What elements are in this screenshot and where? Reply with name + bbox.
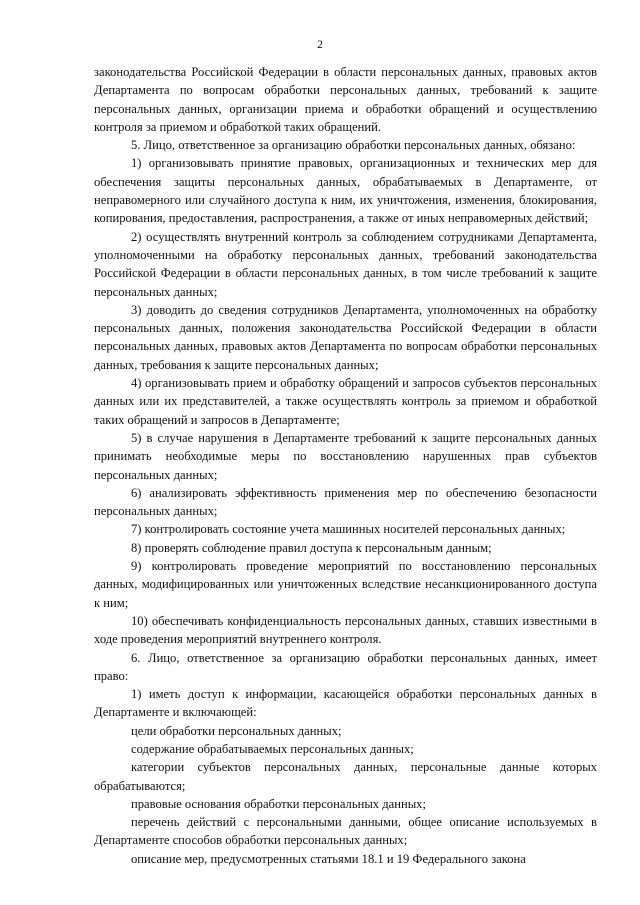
paragraph: 9) контролировать проведение мероприятий по восстановлению персональных данных, модифицированных или уничтоженных вследствие несанкционированного доступа к ним; (94, 559, 597, 610)
paragraph: содержание обрабатываемых персональных данных; (131, 741, 414, 756)
paragraph: 2) осуществлять внутренний контроль за соблюдением сотрудниками Департамента, уполномоченными на обработку персональных данных, требований законодательства Российской Федерации в области персональных данных, в том числе требований к защите персональных данных; (94, 229, 597, 299)
paragraph: 5) в случае нарушения в Департаменте требований к защите персональных данных принимать необходимые меры по восстановлению нарушенных прав субъектов персональных данных; (94, 430, 597, 482)
paragraph: 4) организовывать прием и обработку обращений и запросов субъектов персональных данных или их представителей, а также осуществлять контроль за приемом и обработкой таких обращений и запросов в Департаменте; (94, 376, 597, 427)
document-body (94, 63, 597, 868)
paragraph: 8) проверять соблюдение правил доступа к персональным данным; (131, 540, 492, 555)
paragraph: описание мер, предусмотренных статьями 18.1 и 19 Федерального закона (131, 851, 526, 866)
paragraph: 7) контролировать состояние учета машинных носителей персональных данных; (131, 522, 566, 537)
paragraph: цели обработки персональных данных; (131, 723, 342, 738)
paragraph: категории субъектов персональных данных, персональные данные которых обрабатываются; (94, 760, 597, 793)
paragraph: 5. Лицо, ответственное за организацию обработки персональных данных, обязано: (131, 138, 576, 153)
page-number: 2 (317, 39, 323, 51)
paragraph: 3) доводить до сведения сотрудников Департамента, уполномоченных на обработку персональных данных, положения законодательства Российской Федерации в области персональных данных, правовых актов Департамента по вопросам обработки персональных данных, требования к защите персональных данных; (94, 302, 597, 372)
paragraph: 1) иметь доступ к информации, касающейся обработки персональных данных в Департаменте и включающей: (94, 687, 597, 720)
paragraph: законодательства Российской Федерации в области персональных данных, правовых актов Департамента по вопросам обработки персональных данных, требований к защите персональных данных, организации приема и обработки обращений и осуществлению контроля за приемом и обработкой таких обращений. (94, 65, 597, 134)
paragraph: правовые основания обработки персональных данных; (131, 796, 426, 811)
paragraph: 1) организовывать принятие правовых, организационных и технических мер для обеспечения защиты персональных данных, обрабатываемых в Департаменте, от неправомерного или случайного доступа к ним, их уничтожения, изменения, блокирования, копирования, предоставления, распространения, а также от иных неправомерных действий; (94, 156, 597, 226)
paragraph: 10) обеспечивать конфиденциальность персональных данных, ставших известными в ходе проведения мероприятий внутреннего контроля. (94, 613, 597, 647)
paragraph: 6. Лицо, ответственное за организацию обработки персональных данных, имеет право: (94, 650, 597, 683)
paragraph: 6) анализировать эффективность применения мер по обеспечению безопасности персональных данных; (94, 485, 597, 519)
paragraph: перечень действий с персональными данными, общее описание используемых в Департаменте способов обработки персональных данных; (94, 815, 597, 848)
